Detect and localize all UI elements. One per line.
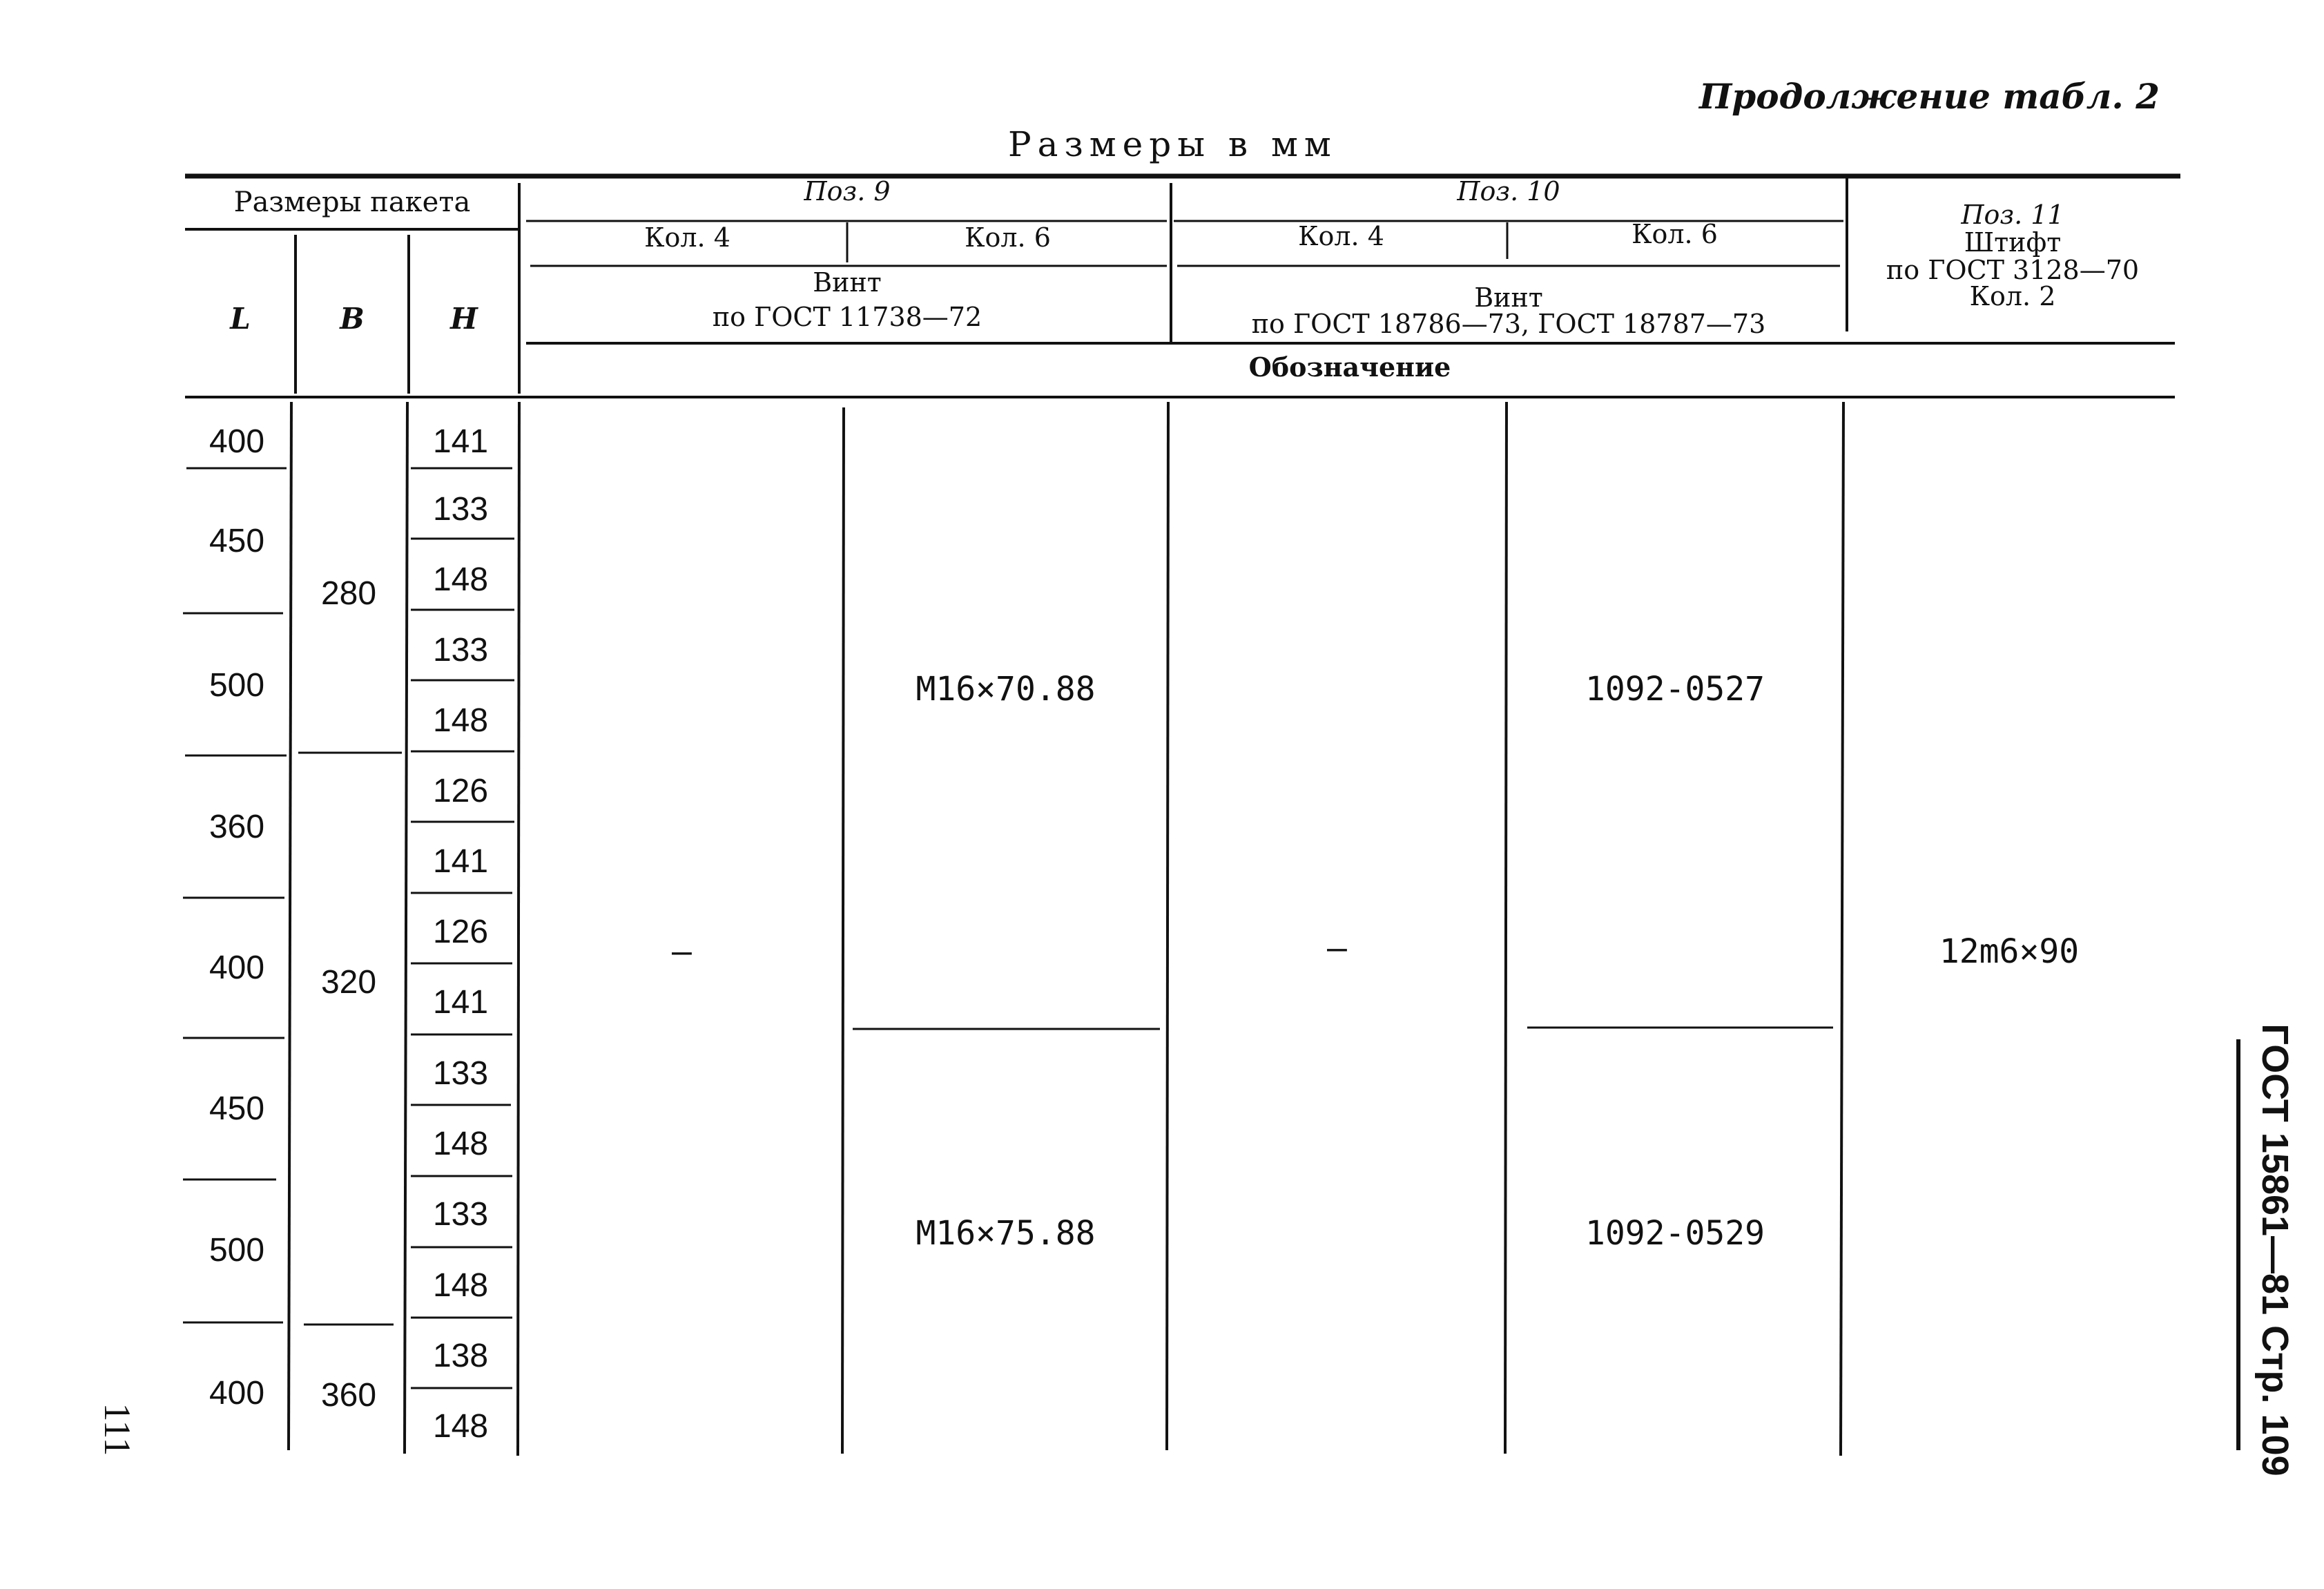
H-value: 138 — [432, 1338, 489, 1374]
side-standard-code-text: ГОСТ 15861—81 Стр. 109 — [2254, 1023, 2296, 1476]
H-value: 148 — [432, 561, 489, 598]
H-value: 133 — [432, 632, 489, 668]
H-value: 141 — [432, 843, 489, 880]
pos9-qty4-header: Кол. 4 — [644, 222, 730, 253]
pos9-qty6-value: M16×70.88 — [916, 670, 1096, 709]
H-value: 141 — [432, 423, 489, 460]
L-value: 400 — [209, 950, 265, 986]
designation-header: Обозначение — [1248, 351, 1451, 383]
H-value: 133 — [432, 1055, 489, 1092]
page-number — [93, 1388, 142, 1471]
L-value: 360 — [209, 809, 265, 845]
B-value: 320 — [320, 964, 377, 1001]
H-value: 141 — [432, 984, 489, 1021]
pos11-value: 12m6×90 — [1939, 932, 2080, 971]
pos10-screw-line1: Винт — [1474, 282, 1543, 313]
L-value: 450 — [209, 1090, 265, 1127]
units-label: Размеры в мм — [1008, 124, 1337, 164]
pos10-qty6-value: 1092-0527 — [1585, 670, 1765, 709]
L-value: 400 — [209, 423, 265, 460]
H-value: 148 — [432, 1126, 489, 1162]
continuation-label: Продолжение табл. 2 — [1699, 76, 2160, 117]
L-value: 400 — [209, 1375, 265, 1412]
col-H-header: H — [450, 302, 478, 336]
B-value: 280 — [320, 575, 377, 612]
H-value: 148 — [432, 1267, 489, 1304]
pos11-line3: по ГОСТ 3128—70 — [1886, 255, 2140, 285]
L-value: 500 — [209, 1232, 265, 1269]
pos10-qty6-value: 1092-0529 — [1585, 1214, 1765, 1253]
H-value: 133 — [432, 491, 489, 528]
H-value: 148 — [432, 702, 489, 739]
pos10-qty4-dash: — — [1327, 929, 1347, 967]
pos10-header: Поз. 10 — [1457, 176, 1560, 206]
H-value: 148 — [432, 1408, 489, 1445]
page-number-text: 111 — [97, 1403, 138, 1456]
pos11-line1: Поз. 11 — [1961, 200, 2064, 230]
pos9-screw-line1: Винт — [813, 267, 882, 298]
pos9-screw-line2: по ГОСТ 11738—72 — [712, 302, 982, 332]
col-L-header: L — [230, 302, 251, 336]
pos9-qty4-dash: — — [672, 932, 692, 971]
col-B-header: B — [340, 302, 365, 336]
L-value: 500 — [209, 667, 265, 704]
H-value: 126 — [432, 773, 489, 809]
pos10-screw-line2: по ГОСТ 18786—73, ГОСТ 18787—73 — [1251, 309, 1766, 339]
pos10-qty6-header: Кол. 6 — [1631, 219, 1718, 249]
B-value: 360 — [320, 1377, 377, 1414]
pos10-qty4-header: Кол. 4 — [1298, 221, 1384, 251]
pos11-line2: Штифт — [1964, 227, 2062, 258]
pos9-header: Поз. 9 — [804, 176, 891, 206]
H-value: 126 — [432, 914, 489, 950]
pos9-qty6-value: M16×75.88 — [916, 1214, 1096, 1253]
pos9-qty6-header: Кол. 6 — [965, 222, 1051, 253]
pos11-line4: Кол. 2 — [1969, 281, 2056, 311]
package-dimensions-header: Размеры пакета — [233, 186, 471, 218]
L-value: 450 — [209, 523, 265, 559]
H-value: 133 — [432, 1196, 489, 1233]
